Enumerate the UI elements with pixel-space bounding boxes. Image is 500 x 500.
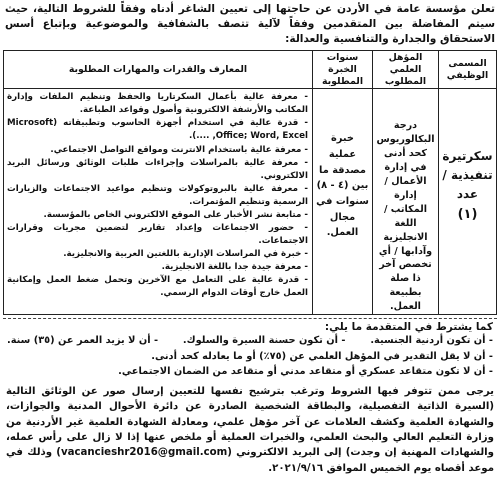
- vacancy-table: [3, 50, 497, 315]
- skill-item: - حضور الاجتماعات وإعداد تقارير لتضمين مجريات وقرارات الاجتماعات.: [7, 222, 308, 246]
- job-count: (١): [457, 207, 478, 223]
- experience-cell: خبرة عملية مصدقة ما بين (٤ - ٨) سنوات في مجال العمل.: [313, 89, 373, 315]
- skill-item: - معرفة عالية بالبروتوكولات وتنظيم مواعيد الاجتماعات والزيارات الرسمية وتنظيم المؤتمرات.: [7, 183, 308, 207]
- skill-item: - معرفة عالية بالمراسلات وإجراءات طلبات الوثائق ورسائل البريد الالكتروني.: [7, 157, 308, 181]
- qualification-cell: درجة البكالوريوس كحد أدنى في إدارة الأعمال / إدارة المكاتب / اللغة الانجليزية وآدابها / أي تخصص آخر ذا صلة بطبيعة العمل.: [373, 89, 439, 315]
- header-experience: سنوات الخبرة المطلوبة: [313, 51, 373, 89]
- table-row: [4, 89, 497, 315]
- skill-item: - معرفة عالية باستخدام الانترنت ومواقع التواصل الاجتماعي.: [50, 144, 308, 155]
- condition-item: - أن لا يزيد العمر عن (٣٥) سنة.: [7, 335, 159, 347]
- header-job-title: المسمى الوظيفي: [439, 51, 497, 89]
- conditions-inline-row: [7, 334, 493, 349]
- instructions-text: يرجى ممن تتوفر فيها الشروط وترغب بترشيح نفسها للتعيين إرسال صور عن الوثائق التالية (السيرة الذاتية التفصيلية، والبطاقة الشخصية الصادرة عن دائرة الأحوال المدنية والجوازات، والشهادة العلمية وكشف العلامات عن آخر مؤهل علمي، ومعادلة الشهادة العلمية غير الأردنية من وزارة التعليم العالي والبحث العلمي، والخبرات العملية أو ملخص عنها إذا لا زال على رأس عمله، والشهادات المهنية إن وجدت) إلى البريد الالكتروني (: [6, 386, 494, 459]
- condition-item: - أن لا تكون متقاعد عسكري أو متقاعد مدني أو متقاعد من الضمان الاجتماعي.: [118, 365, 493, 377]
- skill-item: - معرفة عالية بأعمال السكرتاريا والحفظ وتنظيم الملفات وإدارة المكاتب والأرشفة الالكترونية وأصول وقواعد الطباعة.: [7, 92, 308, 116]
- skill-item: - خبرة في المراسلات الإدارية باللغتين العربية والانجليزية.: [63, 248, 308, 259]
- job-title-cell: [439, 89, 497, 315]
- condition-item: - أن لا يقل التقدير في المؤهل العلمي عن (٧٥٪) أو ما يعادله كحد أدنى.: [151, 350, 493, 362]
- table-header-row: [4, 51, 497, 89]
- header-qualification: المؤهل العلمي المطلوب: [373, 51, 439, 89]
- job-title: سكرتيرة تنفيذية / عدد: [442, 149, 493, 201]
- conditions-heading: كما يشترط في المتقدمة ما يلي:: [324, 321, 493, 334]
- deadline-text: ) وذلك في موعد أقصاه يوم الخميس الموافق ٢٠٢١/٩/١٦.: [6, 447, 494, 474]
- conditions-section: [3, 318, 497, 379]
- skill-item: - قدرة عالية على التعامل مع الآخرين وتحمل ضغط العمل وإمكانية العمل خارج أوقات الدوام الرسمي.: [7, 275, 308, 299]
- skill-item: - متابعة نشر الأخبار على الموقع الالكتروني الخاص بالمؤسسة.: [43, 209, 308, 220]
- intro-paragraph: تعلن مؤسسة عامة في الأردن عن حاجتها إلى تعيين الشاغر أدناه وفقاً للشروط التالية، حيث سيتم المفاضلة بين المتقدمين وفقاً لآلية تتصف بالشفافية والموضوعية وبإتباع أسس الاستحقاق والجدارة والتنافسية والعدالة:: [5, 3, 495, 46]
- skill-item: - قدرة عالية في استخدام أجهزة الحاسوب وتطبيقاته (Microsoft Office; Word, Excel, ....).: [7, 118, 308, 142]
- condition-item: - أن تكون أردنية الجنسية.: [370, 335, 493, 347]
- condition-item: - أن تكون حسنة السيرة والسلوك.: [182, 335, 346, 347]
- email-address[interactable]: vacancieshr2016@gmail.com: [60, 447, 228, 459]
- header-skills: المعارف والقدرات والمهارات المطلوبة: [4, 51, 313, 89]
- skill-item: - معرفة جيدة جدا باللغة الانجليزية.: [161, 261, 308, 272]
- skills-cell: [4, 89, 313, 315]
- application-instructions: [3, 384, 497, 476]
